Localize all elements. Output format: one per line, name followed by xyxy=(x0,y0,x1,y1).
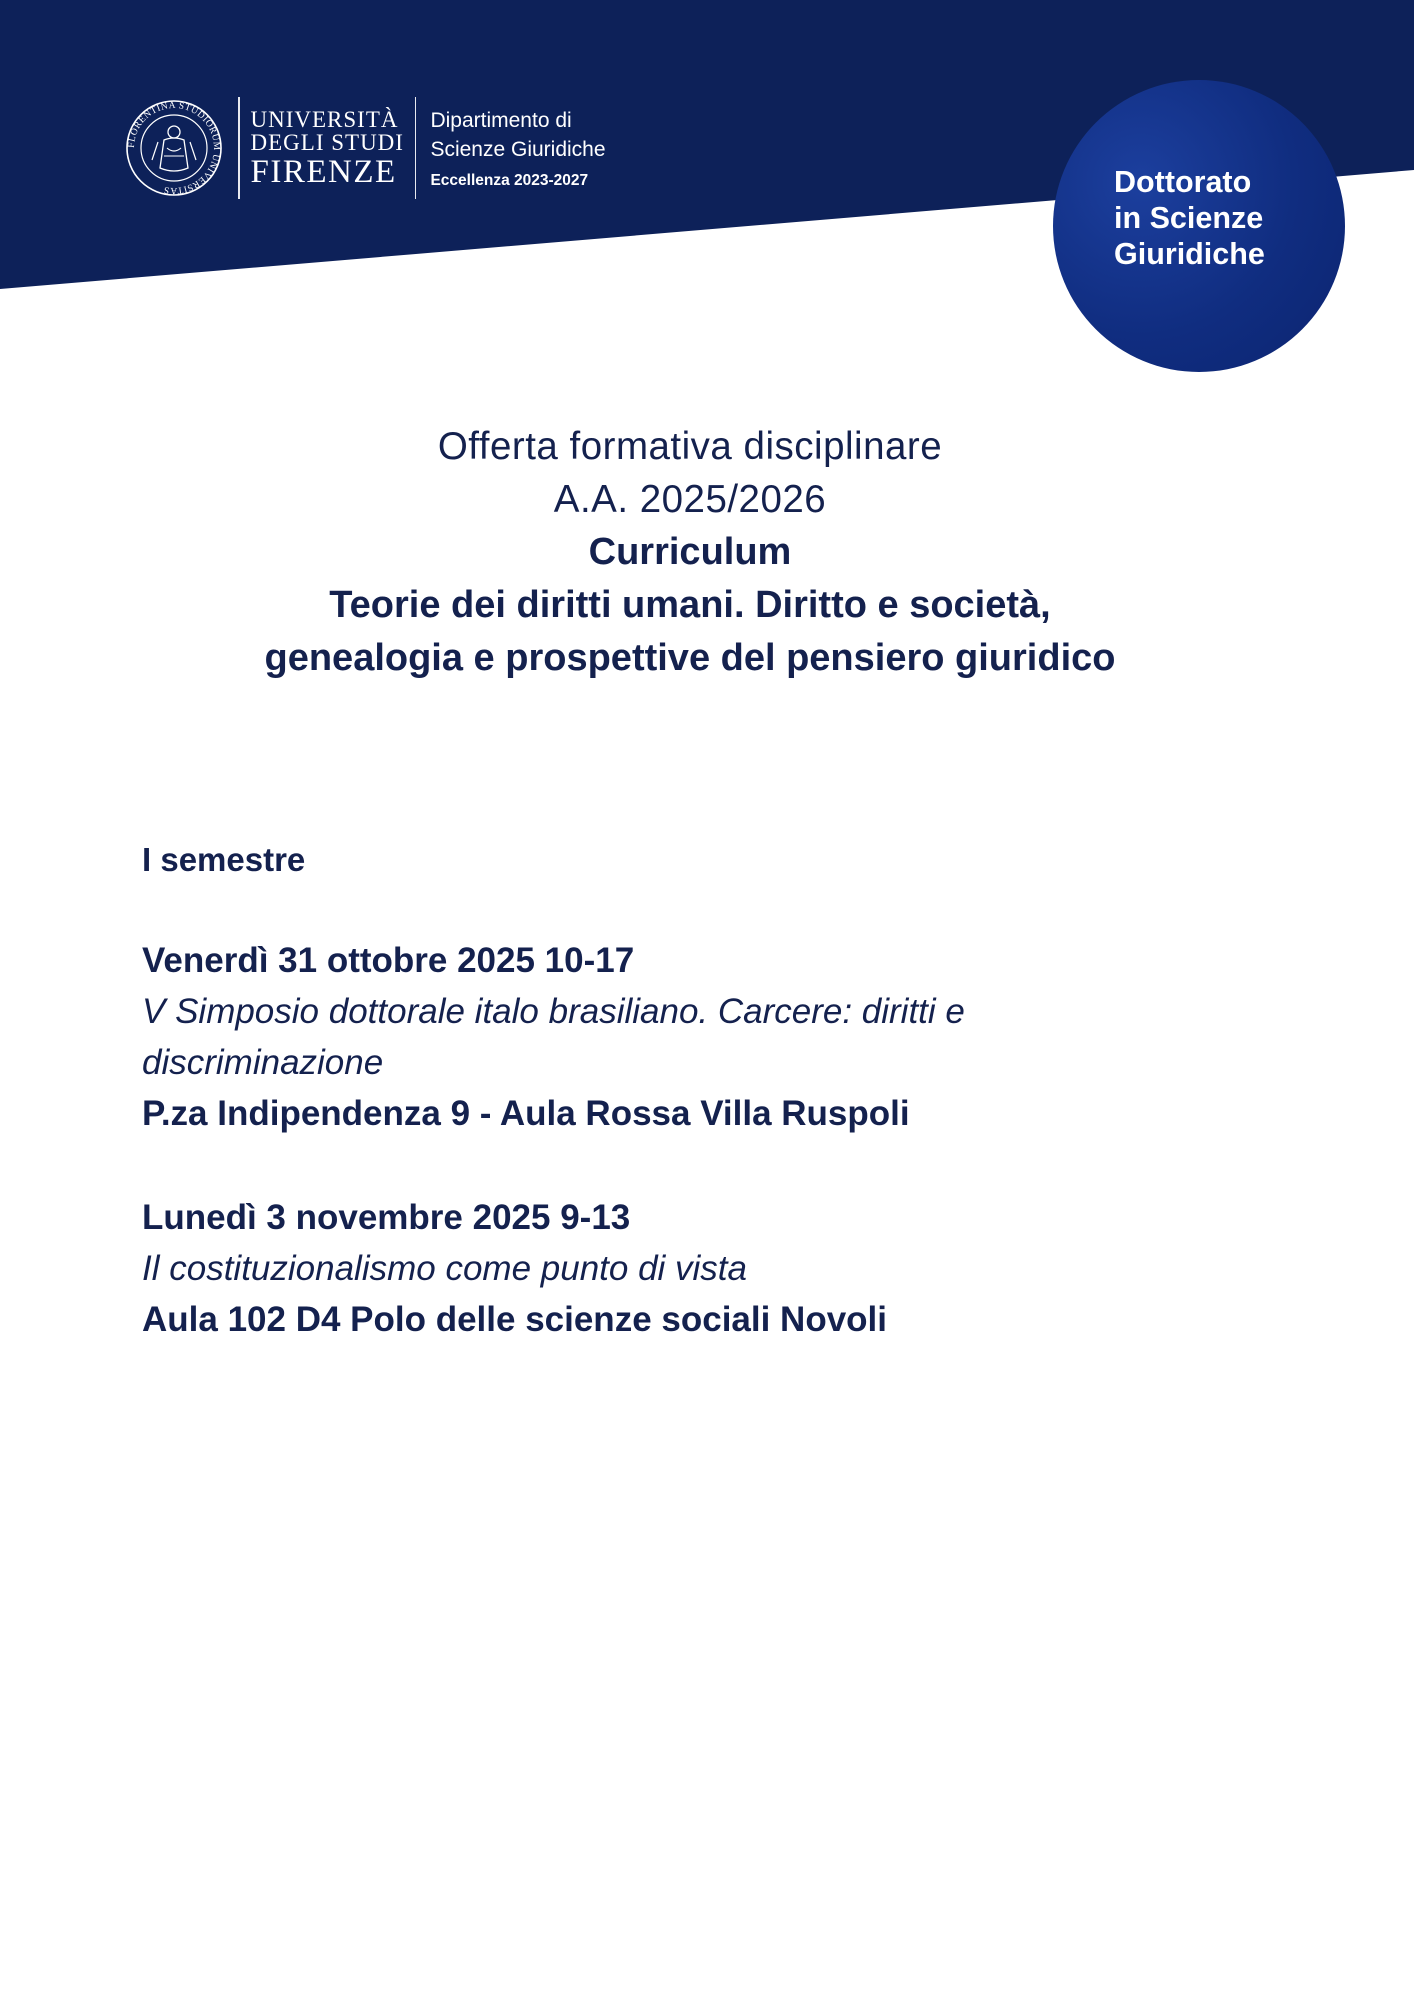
event-title: Il costituzionalismo come punto di vista xyxy=(142,1249,747,1288)
event-item xyxy=(142,935,1292,1139)
university-name-line1: UNIVERSITÀ xyxy=(250,106,399,132)
semester-heading: I semestre xyxy=(142,841,306,878)
university-seal-icon xyxy=(124,98,224,198)
department-line2: Scienze Giuridiche xyxy=(430,138,606,161)
university-name xyxy=(240,108,415,189)
university-logo xyxy=(124,88,606,208)
title-offer: Offerta formativa disciplinare xyxy=(437,425,943,468)
schedule-content xyxy=(142,835,1292,1345)
event-date: Lunedì 3 novembre 2025 9-13 xyxy=(142,1198,631,1237)
event-place: P.za Indipendenza 9 - Aula Rossa Villa Ruspoli xyxy=(142,1094,910,1133)
title-academic-year: A.A. 2025/2026 xyxy=(553,478,827,521)
university-name-line3: FIRENZE xyxy=(250,153,397,190)
badge-line2: in Scienze xyxy=(1114,201,1264,235)
department-excellence: Eccellenza 2023-2027 xyxy=(430,172,589,189)
seal-lettering: FLORENTINA STUDIORUM UNIVERSITAS xyxy=(126,100,222,196)
badge-line3: Giuridiche xyxy=(1114,237,1265,271)
doctorate-badge xyxy=(1053,80,1345,372)
title-curriculum-line1: Teorie dei diritti umani. Diritto e società, xyxy=(329,584,1051,626)
title-curriculum-line2: genealogia e prospettive del pensiero giuridico xyxy=(264,637,1116,679)
logo-divider-left xyxy=(238,97,240,199)
title-curriculum-label: Curriculum xyxy=(588,531,792,573)
logo-divider-right xyxy=(415,97,417,199)
department-line1: Dipartimento di xyxy=(430,109,572,132)
event-place: Aula 102 D4 Polo delle scienze sociali Novoli xyxy=(142,1300,887,1339)
university-name-line2: DEGLI STUDI xyxy=(250,129,404,155)
document-title xyxy=(0,420,1380,685)
event-date: Venerdì 31 ottobre 2025 10-17 xyxy=(142,941,635,980)
badge-line1: Dottorato xyxy=(1114,165,1252,199)
event-item xyxy=(142,1192,1292,1345)
department-name xyxy=(416,106,605,190)
event-title: V Simposio dottorale italo brasiliano. Carcere: diritti e discriminazione xyxy=(142,992,965,1082)
